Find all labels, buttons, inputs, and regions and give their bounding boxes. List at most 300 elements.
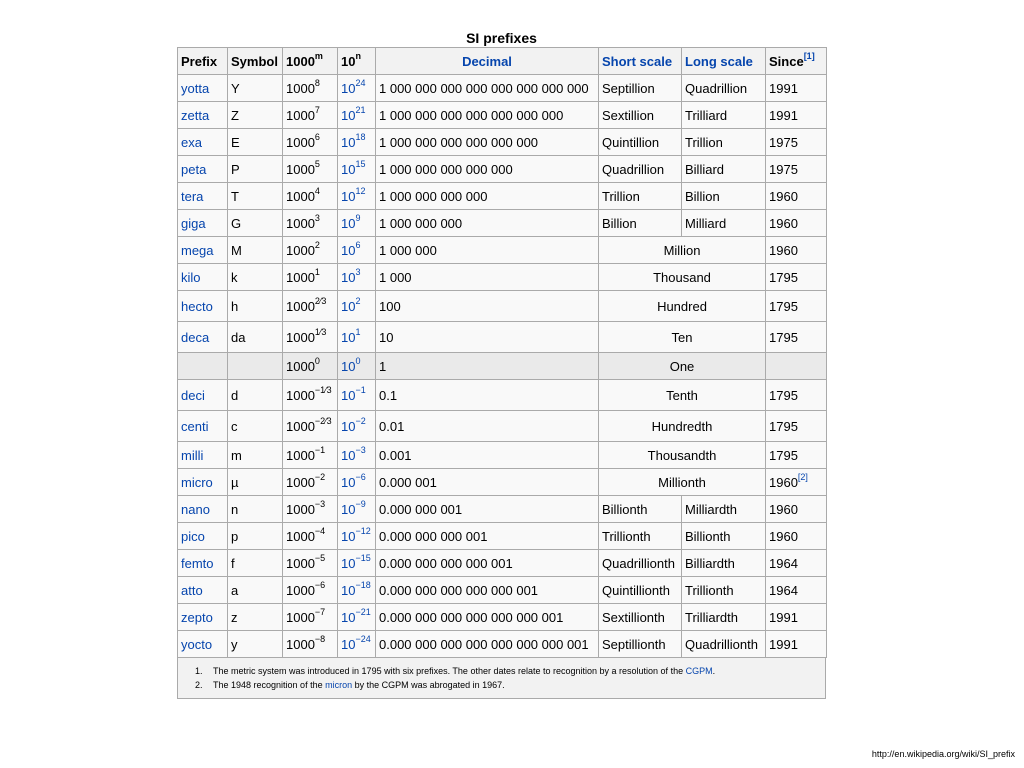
cell-decimal: 1 000 000 000 000 000 000 000 000 [376,75,599,102]
cell-since [766,469,827,496]
footnote-2 [195,678,825,692]
header-symbol[interactable]: Symbol [228,48,283,75]
table-row [178,523,827,550]
cell-power-1000 [283,129,338,156]
cell-power-1000-exp: −2 [314,472,326,483]
cell-scale-name: Tenth [599,380,766,411]
header-since-footnote-link[interactable]: [1] [803,51,815,62]
header-power-10-exp: n [355,51,361,62]
cell-power-1000-exp: 4 [314,186,320,197]
cell-decimal: 0.000 001 [376,469,599,496]
footnote-1 [195,664,825,678]
cell-long-scale: Trillionth [682,577,766,604]
cell-since [766,496,827,523]
cell-power-1000-base: 1000 [286,636,315,652]
cell-power-1000-exp: 1 [314,267,320,278]
cell-power-1000-base: 1000 [286,215,315,231]
cell-since [766,156,827,183]
cell-power-1000 [283,237,338,264]
cell-power-10-exp: −3 [355,445,366,456]
cell-power-1000-exp: 7 [314,105,320,116]
cell-power-10-exp: 6 [355,240,361,251]
footnote-text-end: . [712,666,716,676]
header-long-scale-link[interactable]: Long scale [682,48,766,75]
cell-short-scale: Billion [599,210,682,237]
cell-since-year: 1960 [769,474,798,490]
cell-power-10-link[interactable] [338,322,376,353]
cell-power-10-link[interactable] [338,156,376,183]
cell-since [766,631,827,658]
cell-power-1000 [283,264,338,291]
cell-prefix-link[interactable]: peta [178,156,228,183]
cell-prefix-link[interactable]: hecto [178,291,228,322]
header-power-1000-base: 1000 [286,53,315,69]
cell-symbol: T [228,183,283,210]
cell-power-1000-base: 1000 [286,188,315,204]
cell-since-year: 1975 [769,134,798,150]
cell-short-scale: Billionth [599,496,682,523]
cell-decimal: 0.000 000 001 [376,496,599,523]
cell-short-scale: Trillionth [599,523,682,550]
cell-short-scale: Quintillionth [599,577,682,604]
source-url: http://en.wikipedia.org/wiki/SI_prefix [871,749,1015,759]
table-body [178,75,827,658]
cell-power-10-exp: −18 [355,580,371,591]
cell-prefix-link[interactable]: giga [178,210,228,237]
cell-short-scale: Quadrillion [599,156,682,183]
table-row [178,604,827,631]
cell-power-10-exp: −2 [355,416,366,427]
cell-power-10-base: 10 [341,107,356,123]
cell-power-10-exp: −9 [355,499,366,510]
cell-power-1000-base: 1000 [286,161,315,177]
cell-symbol: c [228,411,283,442]
cell-symbol: µ [228,469,283,496]
cell-power-10-link[interactable] [338,442,376,469]
cell-power-10-link[interactable] [338,411,376,442]
cell-decimal: 0.000 000 000 000 001 [376,550,599,577]
cell-power-1000-exp: 5 [314,159,320,170]
cell-power-10-link[interactable] [338,353,376,380]
cell-prefix-link [178,353,228,380]
cell-power-10-exp: 0 [355,356,361,367]
cell-symbol: y [228,631,283,658]
cell-power-1000 [283,291,338,322]
cell-power-1000-exp: −8 [314,634,326,645]
cell-since-year: 1960 [769,215,798,231]
cell-symbol: Z [228,102,283,129]
cell-power-1000-exp: 3 [314,213,320,224]
cell-power-1000 [283,550,338,577]
cell-power-10-link[interactable] [338,75,376,102]
cell-power-10-base: 10 [341,387,356,403]
cell-power-10-base: 10 [341,582,356,598]
cell-power-10-base: 10 [341,161,356,177]
cell-short-scale: Quadrillionth [599,550,682,577]
cell-power-10-base: 10 [341,215,356,231]
cell-decimal: 1 000 000 [376,237,599,264]
cell-short-scale: Septillion [599,75,682,102]
cell-since-year: 1795 [769,329,798,345]
cell-power-10-base: 10 [341,242,356,258]
cell-power-10-link[interactable] [338,102,376,129]
cell-long-scale: Milliardth [682,496,766,523]
cell-decimal: 0.01 [376,411,599,442]
cell-long-scale: Billiardth [682,550,766,577]
cell-symbol: h [228,291,283,322]
cell-power-1000-base: 1000 [286,474,315,490]
cell-long-scale: Trillion [682,129,766,156]
cell-since [766,75,827,102]
cell-power-10-exp: 3 [355,267,361,278]
cell-power-10-base: 10 [341,80,356,96]
header-power-10[interactable] [338,48,376,75]
cell-short-scale: Quintillion [599,129,682,156]
cell-power-1000-exp: −4 [314,526,326,537]
cell-decimal: 0.000 000 000 000 000 001 [376,577,599,604]
table-row [178,411,827,442]
cell-power-10-exp: 15 [355,159,366,170]
cell-since-year: 1960 [769,242,798,258]
cell-power-10-link[interactable] [338,631,376,658]
cell-power-1000-exp: 8 [314,78,320,89]
cell-power-10-base: 10 [341,188,356,204]
cell-power-1000 [283,380,338,411]
cell-scale-name: Million [599,237,766,264]
cell-symbol: p [228,523,283,550]
cell-power-10-link[interactable] [338,523,376,550]
cell-symbol: E [228,129,283,156]
cell-power-1000 [283,411,338,442]
cell-scale-name: Thousandth [599,442,766,469]
cell-power-1000-base: 1000 [286,242,315,258]
cell-power-1000-exp: 2⁄3 [314,296,327,307]
cell-since-year: 1795 [769,298,798,314]
cell-prefix-link[interactable]: milli [178,442,228,469]
cell-power-1000-base: 1000 [286,329,315,345]
cell-power-1000-base: 1000 [286,269,315,285]
header-since[interactable] [766,48,827,75]
cell-short-scale: Sextillionth [599,604,682,631]
cell-decimal: 1 [376,353,599,380]
cell-long-scale: Milliard [682,210,766,237]
cell-power-1000 [283,496,338,523]
cell-since-year: 1991 [769,80,798,96]
cell-symbol: a [228,577,283,604]
cell-since-year: 1795 [769,269,798,285]
cell-decimal: 1 000 000 000 [376,210,599,237]
si-prefix-table [177,47,827,658]
cell-power-1000-exp: 0 [314,356,320,367]
cell-power-1000 [283,322,338,353]
cell-power-10-exp: 24 [355,78,366,89]
cell-prefix-link[interactable]: kilo [178,264,228,291]
cell-power-10-link[interactable] [338,210,376,237]
cell-long-scale: Billion [682,183,766,210]
cell-decimal: 1 000 000 000 000 000 [376,156,599,183]
table-row [178,631,827,658]
cell-power-1000 [283,604,338,631]
cell-long-scale: Billionth [682,523,766,550]
cell-power-1000 [283,442,338,469]
cell-decimal: 0.000 000 000 000 000 000 001 [376,604,599,631]
cell-prefix-link[interactable]: zetta [178,102,228,129]
table-row [178,550,827,577]
cell-prefix-link[interactable]: yotta [178,75,228,102]
cell-power-1000-exp: −1⁄3 [314,385,332,396]
cell-power-10-link[interactable] [338,496,376,523]
cell-symbol: m [228,442,283,469]
cell-power-1000-exp: −1 [314,445,326,456]
table-row [178,183,827,210]
cell-power-1000 [283,102,338,129]
cell-since [766,380,827,411]
cell-power-1000 [283,577,338,604]
cell-long-scale: Trilliardth [682,604,766,631]
cell-since-year: 1795 [769,387,798,403]
cell-power-10-base: 10 [341,269,356,285]
cell-since [766,523,827,550]
cell-symbol: M [228,237,283,264]
cell-power-10-base: 10 [341,474,356,490]
table-row [178,210,827,237]
cell-since [766,210,827,237]
header-row [178,48,827,75]
cell-since-year: 1795 [769,447,798,463]
cell-short-scale: Septillionth [599,631,682,658]
cell-decimal: 1 000 000 000 000 [376,183,599,210]
header-power-1000[interactable] [283,48,338,75]
cell-power-1000-base: 1000 [286,609,315,625]
header-power-1000-exp: m [314,51,323,62]
footnote-text-end: by the CGPM was abrogated in 1967. [352,680,505,690]
cell-power-10-exp: −12 [355,526,371,537]
cell-power-10-exp: −6 [355,472,366,483]
cell-decimal: 1 000 [376,264,599,291]
cell-prefix-link[interactable]: pico [178,523,228,550]
cell-since [766,183,827,210]
cell-prefix-link[interactable]: femto [178,550,228,577]
cell-power-10-base: 10 [341,609,356,625]
cell-decimal: 10 [376,322,599,353]
cell-since [766,442,827,469]
cell-since-year: 1991 [769,107,798,123]
cell-power-10-base: 10 [341,298,356,314]
table-row [178,442,827,469]
cell-symbol [228,353,283,380]
cell-power-10-exp: −24 [355,634,371,645]
cell-since [766,264,827,291]
cell-since [766,604,827,631]
cell-power-10-base: 10 [341,555,356,571]
cell-power-10-base: 10 [341,528,356,544]
cell-scale-name: Hundredth [599,411,766,442]
cell-symbol: n [228,496,283,523]
cell-symbol: P [228,156,283,183]
cell-scale-name: One [599,353,766,380]
table-row [178,156,827,183]
cell-long-scale: Billiard [682,156,766,183]
cell-power-10-link[interactable] [338,550,376,577]
cell-power-1000-base: 1000 [286,80,315,96]
cell-power-1000-base: 1000 [286,447,315,463]
cell-power-1000 [283,156,338,183]
cell-since-year: 1964 [769,582,798,598]
cell-since [766,411,827,442]
table-row [178,322,827,353]
cell-prefix-link[interactable]: deca [178,322,228,353]
cell-power-10-base: 10 [341,134,356,150]
cell-since-year: 1960 [769,501,798,517]
table-row [178,469,827,496]
cell-power-1000-base: 1000 [286,358,315,374]
table-row [178,353,827,380]
cell-power-1000-exp: −3 [314,499,326,510]
cell-since-year: 1960 [769,528,798,544]
cell-power-10-exp: 12 [355,186,366,197]
cell-power-1000-base: 1000 [286,298,315,314]
cell-power-10-exp: −1 [355,385,366,396]
cell-power-10-link[interactable] [338,264,376,291]
si-prefix-table-container [177,30,826,699]
cell-decimal: 1 000 000 000 000 000 000 000 [376,102,599,129]
cell-power-10-link[interactable] [338,469,376,496]
header-power-10-base: 10 [341,53,356,69]
cell-since-year: 1960 [769,188,798,204]
cell-prefix-link[interactable]: centi [178,411,228,442]
cell-since-year: 1975 [769,161,798,177]
header-short-scale-link[interactable]: Short scale [599,48,682,75]
cell-power-10-base: 10 [341,358,356,374]
cell-short-scale: Trillion [599,183,682,210]
cell-decimal: 0.1 [376,380,599,411]
table-row [178,264,827,291]
cell-since [766,353,827,380]
cell-prefix-link[interactable]: zepto [178,604,228,631]
cell-since-year: 1964 [769,555,798,571]
table-row [178,75,827,102]
cell-scale-name: Ten [599,322,766,353]
cell-power-10-base: 10 [341,418,356,434]
cell-power-10-link[interactable] [338,380,376,411]
cell-symbol: z [228,604,283,631]
cell-power-1000-exp: 1⁄3 [314,327,327,338]
footnote-number: 2. [195,680,203,690]
cell-power-1000-exp: 6 [314,132,320,143]
cell-power-1000-exp: 2 [314,240,320,251]
cell-decimal: 0.001 [376,442,599,469]
header-decimal-link[interactable]: Decimal [376,48,599,75]
cell-since [766,322,827,353]
footnote-micron-link[interactable]: micron [325,680,353,690]
cell-prefix-link[interactable]: exa [178,129,228,156]
cell-since [766,102,827,129]
table-row [178,380,827,411]
cell-power-1000 [283,523,338,550]
cell-power-1000-base: 1000 [286,134,315,150]
cell-prefix-link[interactable]: micro [178,469,228,496]
header-since-label: Since [769,53,804,69]
cell-power-1000 [283,353,338,380]
cell-power-10-base: 10 [341,447,356,463]
cell-power-10-link[interactable] [338,291,376,322]
cell-decimal: 100 [376,291,599,322]
cell-symbol: d [228,380,283,411]
cell-prefix-link[interactable]: yocto [178,631,228,658]
cell-power-10-base: 10 [341,636,356,652]
cell-since [766,237,827,264]
cell-power-1000-base: 1000 [286,107,315,123]
cell-decimal: 0.000 000 000 001 [376,523,599,550]
cell-power-10-exp: 9 [355,213,361,224]
cell-since-year: 1991 [769,609,798,625]
cell-power-10-link[interactable] [338,604,376,631]
cell-power-1000-base: 1000 [286,582,315,598]
cell-power-10-link[interactable] [338,577,376,604]
footnotes [177,658,826,699]
cell-long-scale: Quadrillion [682,75,766,102]
cell-short-scale: Sextillion [599,102,682,129]
cell-prefix-link[interactable]: deci [178,380,228,411]
cell-power-1000-base: 1000 [286,528,315,544]
cell-decimal: 0.000 000 000 000 000 000 000 001 [376,631,599,658]
cell-symbol: Y [228,75,283,102]
cell-power-1000-exp: −5 [314,553,326,564]
cell-power-1000 [283,631,338,658]
cell-symbol: f [228,550,283,577]
cell-since [766,577,827,604]
cell-prefix-link[interactable]: atto [178,577,228,604]
cell-since [766,291,827,322]
table-row [178,102,827,129]
table-caption: SI prefixes [466,30,537,46]
cell-symbol: G [228,210,283,237]
cell-symbol: da [228,322,283,353]
cell-power-1000-exp: −6 [314,580,326,591]
footnote-number: 1. [195,666,203,676]
cell-power-1000 [283,210,338,237]
table-row [178,129,827,156]
cell-power-1000 [283,469,338,496]
cell-power-10-link[interactable] [338,183,376,210]
footnote-text: The 1948 recognition of the [213,680,326,690]
cell-power-1000 [283,75,338,102]
cell-power-1000-base: 1000 [286,501,315,517]
cell-scale-name: Hundred [599,291,766,322]
cell-power-1000-base: 1000 [286,418,315,434]
cell-power-10-link[interactable] [338,129,376,156]
cell-long-scale: Quadrillionth [682,631,766,658]
cell-power-10-link[interactable] [338,237,376,264]
cell-since-year: 1795 [769,418,798,434]
cell-prefix-link[interactable]: nano [178,496,228,523]
cell-power-1000-base: 1000 [286,555,315,571]
cell-power-1000-exp: −2⁄3 [314,416,332,427]
table-row [178,496,827,523]
header-prefix[interactable]: Prefix [178,48,228,75]
cell-prefix-link[interactable]: mega [178,237,228,264]
cell-since-footnote-link[interactable]: [2] [797,472,808,483]
footnote-cgpm-link[interactable]: CGPM [685,666,713,676]
cell-scale-name: Thousand [599,264,766,291]
cell-since [766,129,827,156]
cell-prefix-link[interactable]: tera [178,183,228,210]
cell-symbol: k [228,264,283,291]
cell-power-10-base: 10 [341,501,356,517]
cell-power-1000 [283,183,338,210]
cell-power-10-base: 10 [341,329,356,345]
cell-since-year: 1991 [769,636,798,652]
